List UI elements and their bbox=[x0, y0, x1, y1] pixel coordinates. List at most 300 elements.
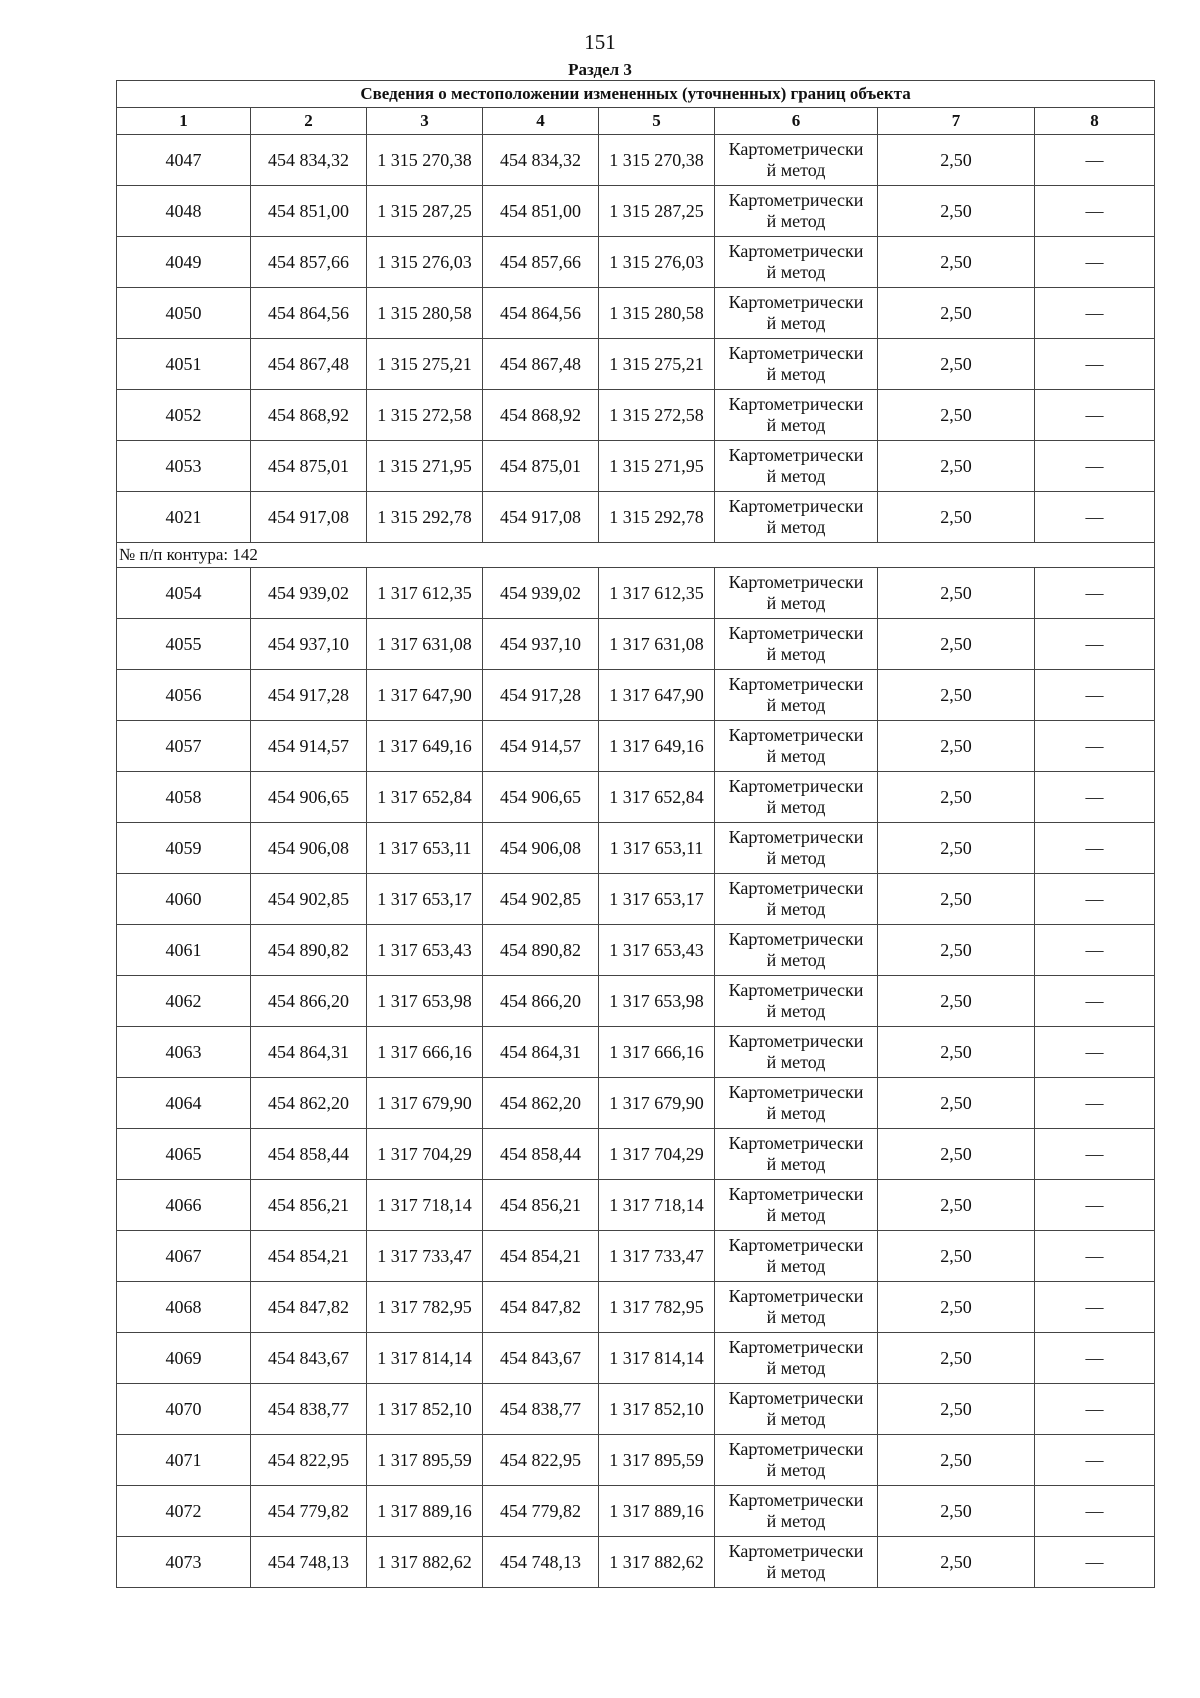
method-line: й метод bbox=[766, 1103, 826, 1123]
x-old-cell: 454 847,82 bbox=[251, 1282, 367, 1333]
accuracy-cell: 2,50 bbox=[878, 1180, 1035, 1231]
dash-cell: — bbox=[1035, 925, 1155, 976]
point-number-cell: 4061 bbox=[117, 925, 251, 976]
table-row bbox=[117, 1435, 1155, 1486]
dash-cell: — bbox=[1035, 1486, 1155, 1537]
dash-cell: — bbox=[1035, 874, 1155, 925]
accuracy-cell: 2,50 bbox=[878, 1435, 1035, 1486]
point-number-cell: 4063 bbox=[117, 1027, 251, 1078]
method-line: Картометрически bbox=[728, 1082, 864, 1102]
x-new-cell: 454 862,20 bbox=[483, 1078, 599, 1129]
dash-cell: — bbox=[1035, 1333, 1155, 1384]
dash-cell: — bbox=[1035, 619, 1155, 670]
y-new-cell: 1 317 653,43 bbox=[599, 925, 715, 976]
x-old-cell: 454 748,13 bbox=[251, 1537, 367, 1588]
x-old-cell: 454 838,77 bbox=[251, 1384, 367, 1435]
dash-cell: — bbox=[1035, 772, 1155, 823]
dash-cell: — bbox=[1035, 1231, 1155, 1282]
table-row bbox=[117, 874, 1155, 925]
x-old-cell: 454 867,48 bbox=[251, 339, 367, 390]
x-old-cell: 454 858,44 bbox=[251, 1129, 367, 1180]
dash-cell: — bbox=[1035, 1384, 1155, 1435]
table-row bbox=[117, 670, 1155, 721]
y-old-cell: 1 317 653,11 bbox=[367, 823, 483, 874]
method-line: й метод bbox=[766, 160, 826, 180]
table-title: Сведения о местоположении измененных (уточненных) границ объекта bbox=[117, 81, 1155, 108]
method-line: Картометрически bbox=[728, 445, 864, 465]
y-new-cell: 1 315 276,03 bbox=[599, 237, 715, 288]
accuracy-cell: 2,50 bbox=[878, 186, 1035, 237]
y-old-cell: 1 317 653,43 bbox=[367, 925, 483, 976]
method-cell bbox=[715, 1078, 878, 1129]
x-new-cell: 454 902,85 bbox=[483, 874, 599, 925]
method-cell bbox=[715, 721, 878, 772]
table-row bbox=[117, 1027, 1155, 1078]
method-line: Картометрически bbox=[728, 394, 864, 414]
table-row bbox=[117, 1231, 1155, 1282]
dash-cell: — bbox=[1035, 976, 1155, 1027]
table-row bbox=[117, 135, 1155, 186]
point-number-cell: 4056 bbox=[117, 670, 251, 721]
y-old-cell: 1 315 271,95 bbox=[367, 441, 483, 492]
x-old-cell: 454 917,08 bbox=[251, 492, 367, 543]
y-new-cell: 1 315 272,58 bbox=[599, 390, 715, 441]
x-old-cell: 454 856,21 bbox=[251, 1180, 367, 1231]
x-new-cell: 454 890,82 bbox=[483, 925, 599, 976]
y-new-cell: 1 317 652,84 bbox=[599, 772, 715, 823]
method-cell bbox=[715, 1282, 878, 1333]
accuracy-cell: 2,50 bbox=[878, 135, 1035, 186]
method-line: й метод bbox=[766, 746, 826, 766]
x-new-cell: 454 867,48 bbox=[483, 339, 599, 390]
method-cell bbox=[715, 1435, 878, 1486]
point-number-cell: 4065 bbox=[117, 1129, 251, 1180]
method-cell bbox=[715, 288, 878, 339]
y-old-cell: 1 317 612,35 bbox=[367, 568, 483, 619]
y-new-cell: 1 317 895,59 bbox=[599, 1435, 715, 1486]
accuracy-cell: 2,50 bbox=[878, 619, 1035, 670]
method-line: Картометрически bbox=[728, 725, 864, 745]
method-line: Картометрически bbox=[728, 1388, 864, 1408]
table-row bbox=[117, 772, 1155, 823]
table-row bbox=[117, 186, 1155, 237]
point-number-cell: 4057 bbox=[117, 721, 251, 772]
method-line: Картометрически bbox=[728, 292, 864, 312]
x-new-cell: 454 864,31 bbox=[483, 1027, 599, 1078]
y-new-cell: 1 317 649,16 bbox=[599, 721, 715, 772]
method-cell bbox=[715, 339, 878, 390]
method-line: Картометрически bbox=[728, 139, 864, 159]
point-number-cell: 4069 bbox=[117, 1333, 251, 1384]
method-cell bbox=[715, 670, 878, 721]
y-old-cell: 1 317 852,10 bbox=[367, 1384, 483, 1435]
point-number-cell: 4021 bbox=[117, 492, 251, 543]
dash-cell: — bbox=[1035, 288, 1155, 339]
accuracy-cell: 2,50 bbox=[878, 237, 1035, 288]
table-row bbox=[117, 721, 1155, 772]
x-old-cell: 454 939,02 bbox=[251, 568, 367, 619]
dash-cell: — bbox=[1035, 568, 1155, 619]
method-line: й метод bbox=[766, 313, 826, 333]
y-old-cell: 1 315 275,21 bbox=[367, 339, 483, 390]
method-cell bbox=[715, 976, 878, 1027]
y-old-cell: 1 315 280,58 bbox=[367, 288, 483, 339]
column-number-row bbox=[117, 108, 1155, 135]
column-number: 1 bbox=[117, 108, 251, 135]
method-line: й метод bbox=[766, 1409, 826, 1429]
method-line: й метод bbox=[766, 1307, 826, 1327]
dash-cell: — bbox=[1035, 186, 1155, 237]
method-line: Картометрически bbox=[728, 878, 864, 898]
point-number-cell: 4068 bbox=[117, 1282, 251, 1333]
method-line: й метод bbox=[766, 950, 826, 970]
table-title-row bbox=[117, 81, 1155, 108]
method-line: й метод bbox=[766, 466, 826, 486]
x-new-cell: 454 906,08 bbox=[483, 823, 599, 874]
table-row bbox=[117, 1486, 1155, 1537]
x-new-cell: 454 917,28 bbox=[483, 670, 599, 721]
x-new-cell: 454 851,00 bbox=[483, 186, 599, 237]
method-line: Картометрически bbox=[728, 1235, 864, 1255]
y-new-cell: 1 315 271,95 bbox=[599, 441, 715, 492]
method-cell bbox=[715, 1027, 878, 1078]
method-cell bbox=[715, 237, 878, 288]
accuracy-cell: 2,50 bbox=[878, 925, 1035, 976]
accuracy-cell: 2,50 bbox=[878, 772, 1035, 823]
dash-cell: — bbox=[1035, 1282, 1155, 1333]
accuracy-cell: 2,50 bbox=[878, 874, 1035, 925]
method-line: й метод bbox=[766, 1460, 826, 1480]
accuracy-cell: 2,50 bbox=[878, 1231, 1035, 1282]
coordinates-table bbox=[116, 80, 1155, 1588]
accuracy-cell: 2,50 bbox=[878, 441, 1035, 492]
x-new-cell: 454 866,20 bbox=[483, 976, 599, 1027]
table-row bbox=[117, 568, 1155, 619]
accuracy-cell: 2,50 bbox=[878, 1486, 1035, 1537]
method-line: й метод bbox=[766, 899, 826, 919]
point-number-cell: 4047 bbox=[117, 135, 251, 186]
accuracy-cell: 2,50 bbox=[878, 823, 1035, 874]
table-row bbox=[117, 1129, 1155, 1180]
y-new-cell: 1 317 882,62 bbox=[599, 1537, 715, 1588]
point-number-cell: 4060 bbox=[117, 874, 251, 925]
x-new-cell: 454 937,10 bbox=[483, 619, 599, 670]
column-number: 3 bbox=[367, 108, 483, 135]
point-number-cell: 4062 bbox=[117, 976, 251, 1027]
point-number-cell: 4048 bbox=[117, 186, 251, 237]
point-number-cell: 4054 bbox=[117, 568, 251, 619]
method-cell bbox=[715, 823, 878, 874]
point-number-cell: 4052 bbox=[117, 390, 251, 441]
method-line: Картометрически bbox=[728, 190, 864, 210]
x-new-cell: 454 843,67 bbox=[483, 1333, 599, 1384]
method-line: й метод bbox=[766, 262, 826, 282]
method-line: Картометрически bbox=[728, 1286, 864, 1306]
method-line: Картометрически bbox=[728, 674, 864, 694]
page-number: 151 bbox=[584, 30, 616, 54]
dash-cell: — bbox=[1035, 1027, 1155, 1078]
table-row bbox=[117, 619, 1155, 670]
table-row bbox=[117, 1282, 1155, 1333]
accuracy-cell: 2,50 bbox=[878, 670, 1035, 721]
dash-cell: — bbox=[1035, 1129, 1155, 1180]
point-number-cell: 4073 bbox=[117, 1537, 251, 1588]
y-new-cell: 1 317 631,08 bbox=[599, 619, 715, 670]
y-new-cell: 1 315 275,21 bbox=[599, 339, 715, 390]
method-line: Картометрически bbox=[728, 1337, 864, 1357]
x-new-cell: 454 914,57 bbox=[483, 721, 599, 772]
accuracy-cell: 2,50 bbox=[878, 492, 1035, 543]
x-new-cell: 454 748,13 bbox=[483, 1537, 599, 1588]
dash-cell: — bbox=[1035, 441, 1155, 492]
table-row bbox=[117, 925, 1155, 976]
table-row bbox=[117, 1537, 1155, 1588]
x-new-cell: 454 868,92 bbox=[483, 390, 599, 441]
method-line: й метод bbox=[766, 1562, 826, 1582]
table-row bbox=[117, 339, 1155, 390]
column-number: 2 bbox=[251, 108, 367, 135]
table-row bbox=[117, 1333, 1155, 1384]
point-number-cell: 4070 bbox=[117, 1384, 251, 1435]
method-line: Картометрически bbox=[728, 1439, 864, 1459]
table-row bbox=[117, 492, 1155, 543]
dash-cell: — bbox=[1035, 390, 1155, 441]
table-row bbox=[117, 823, 1155, 874]
method-line: й метод bbox=[766, 1358, 826, 1378]
x-new-cell: 454 864,56 bbox=[483, 288, 599, 339]
accuracy-cell: 2,50 bbox=[878, 1537, 1035, 1588]
method-cell bbox=[715, 135, 878, 186]
y-old-cell: 1 317 653,98 bbox=[367, 976, 483, 1027]
method-cell bbox=[715, 492, 878, 543]
y-new-cell: 1 315 292,78 bbox=[599, 492, 715, 543]
point-number-cell: 4072 bbox=[117, 1486, 251, 1537]
x-old-cell: 454 857,66 bbox=[251, 237, 367, 288]
method-line: Картометрически bbox=[728, 1133, 864, 1153]
y-new-cell: 1 317 782,95 bbox=[599, 1282, 715, 1333]
method-cell bbox=[715, 874, 878, 925]
dash-cell: — bbox=[1035, 492, 1155, 543]
point-number-cell: 4055 bbox=[117, 619, 251, 670]
y-old-cell: 1 317 882,62 bbox=[367, 1537, 483, 1588]
method-cell bbox=[715, 1486, 878, 1537]
accuracy-cell: 2,50 bbox=[878, 1384, 1035, 1435]
x-old-cell: 454 937,10 bbox=[251, 619, 367, 670]
method-line: й метод bbox=[766, 211, 826, 231]
method-line: Картометрически bbox=[728, 776, 864, 796]
y-new-cell: 1 317 612,35 bbox=[599, 568, 715, 619]
accuracy-cell: 2,50 bbox=[878, 1333, 1035, 1384]
y-old-cell: 1 317 649,16 bbox=[367, 721, 483, 772]
y-new-cell: 1 317 704,29 bbox=[599, 1129, 715, 1180]
x-old-cell: 454 779,82 bbox=[251, 1486, 367, 1537]
x-new-cell: 454 822,95 bbox=[483, 1435, 599, 1486]
point-number-cell: 4066 bbox=[117, 1180, 251, 1231]
x-new-cell: 454 856,21 bbox=[483, 1180, 599, 1231]
method-cell bbox=[715, 1384, 878, 1435]
y-old-cell: 1 317 653,17 bbox=[367, 874, 483, 925]
method-cell bbox=[715, 1537, 878, 1588]
method-cell bbox=[715, 441, 878, 492]
y-new-cell: 1 315 270,38 bbox=[599, 135, 715, 186]
method-line: й метод bbox=[766, 364, 826, 384]
method-cell bbox=[715, 619, 878, 670]
dash-cell: — bbox=[1035, 1435, 1155, 1486]
x-new-cell: 454 779,82 bbox=[483, 1486, 599, 1537]
y-new-cell: 1 317 852,10 bbox=[599, 1384, 715, 1435]
point-number-cell: 4058 bbox=[117, 772, 251, 823]
method-line: й метод bbox=[766, 1256, 826, 1276]
method-line: й метод bbox=[766, 1511, 826, 1531]
method-line: й метод bbox=[766, 1154, 826, 1174]
x-new-cell: 454 857,66 bbox=[483, 237, 599, 288]
accuracy-cell: 2,50 bbox=[878, 1027, 1035, 1078]
x-new-cell: 454 939,02 bbox=[483, 568, 599, 619]
table-row bbox=[117, 1180, 1155, 1231]
point-number-cell: 4064 bbox=[117, 1078, 251, 1129]
dash-cell: — bbox=[1035, 237, 1155, 288]
x-new-cell: 454 847,82 bbox=[483, 1282, 599, 1333]
y-old-cell: 1 317 814,14 bbox=[367, 1333, 483, 1384]
dash-cell: — bbox=[1035, 339, 1155, 390]
x-new-cell: 454 838,77 bbox=[483, 1384, 599, 1435]
method-line: Картометрически bbox=[728, 929, 864, 949]
method-line: Картометрически bbox=[728, 1031, 864, 1051]
accuracy-cell: 2,50 bbox=[878, 1078, 1035, 1129]
method-line: й метод bbox=[766, 1205, 826, 1225]
method-line: Картометрически bbox=[728, 623, 864, 643]
y-new-cell: 1 317 679,90 bbox=[599, 1078, 715, 1129]
x-old-cell: 454 890,82 bbox=[251, 925, 367, 976]
x-old-cell: 454 902,85 bbox=[251, 874, 367, 925]
column-number: 7 bbox=[878, 108, 1035, 135]
accuracy-cell: 2,50 bbox=[878, 288, 1035, 339]
x-old-cell: 454 834,32 bbox=[251, 135, 367, 186]
method-line: й метод bbox=[766, 1001, 826, 1021]
method-line: Картометрически bbox=[728, 1490, 864, 1510]
dash-cell: — bbox=[1035, 135, 1155, 186]
method-line: Картометрически bbox=[728, 827, 864, 847]
method-line: й метод bbox=[766, 695, 826, 715]
accuracy-cell: 2,50 bbox=[878, 976, 1035, 1027]
table-row bbox=[117, 441, 1155, 492]
contour-header-row bbox=[117, 543, 1155, 568]
point-number-cell: 4071 bbox=[117, 1435, 251, 1486]
x-old-cell: 454 875,01 bbox=[251, 441, 367, 492]
y-new-cell: 1 317 653,11 bbox=[599, 823, 715, 874]
method-cell bbox=[715, 1129, 878, 1180]
table-row bbox=[117, 1384, 1155, 1435]
x-old-cell: 454 822,95 bbox=[251, 1435, 367, 1486]
y-new-cell: 1 317 653,98 bbox=[599, 976, 715, 1027]
method-line: й метод bbox=[766, 593, 826, 613]
method-cell bbox=[715, 1333, 878, 1384]
accuracy-cell: 2,50 bbox=[878, 721, 1035, 772]
table-row bbox=[117, 976, 1155, 1027]
method-line: й метод bbox=[766, 644, 826, 664]
y-old-cell: 1 317 733,47 bbox=[367, 1231, 483, 1282]
column-number: 6 bbox=[715, 108, 878, 135]
method-line: й метод bbox=[766, 415, 826, 435]
x-old-cell: 454 866,20 bbox=[251, 976, 367, 1027]
x-old-cell: 454 843,67 bbox=[251, 1333, 367, 1384]
dash-cell: — bbox=[1035, 670, 1155, 721]
dash-cell: — bbox=[1035, 823, 1155, 874]
dash-cell: — bbox=[1035, 1180, 1155, 1231]
y-new-cell: 1 317 814,14 bbox=[599, 1333, 715, 1384]
method-cell bbox=[715, 1231, 878, 1282]
method-line: й метод bbox=[766, 797, 826, 817]
dash-cell: — bbox=[1035, 721, 1155, 772]
method-line: й метод bbox=[766, 848, 826, 868]
method-line: Картометрически bbox=[728, 343, 864, 363]
x-new-cell: 454 854,21 bbox=[483, 1231, 599, 1282]
y-old-cell: 1 315 270,38 bbox=[367, 135, 483, 186]
method-line: Картометрически bbox=[728, 1541, 864, 1561]
section-title: Раздел 3 bbox=[568, 60, 632, 79]
y-new-cell: 1 315 280,58 bbox=[599, 288, 715, 339]
method-cell bbox=[715, 1180, 878, 1231]
accuracy-cell: 2,50 bbox=[878, 339, 1035, 390]
method-line: Картометрически bbox=[728, 241, 864, 261]
accuracy-cell: 2,50 bbox=[878, 390, 1035, 441]
column-number: 5 bbox=[599, 108, 715, 135]
y-old-cell: 1 317 647,90 bbox=[367, 670, 483, 721]
point-number-cell: 4050 bbox=[117, 288, 251, 339]
table-row bbox=[117, 288, 1155, 339]
x-old-cell: 454 917,28 bbox=[251, 670, 367, 721]
y-old-cell: 1 317 718,14 bbox=[367, 1180, 483, 1231]
point-number-cell: 4049 bbox=[117, 237, 251, 288]
y-new-cell: 1 317 718,14 bbox=[599, 1180, 715, 1231]
y-new-cell: 1 317 733,47 bbox=[599, 1231, 715, 1282]
x-old-cell: 454 864,31 bbox=[251, 1027, 367, 1078]
column-number: 4 bbox=[483, 108, 599, 135]
y-new-cell: 1 317 889,16 bbox=[599, 1486, 715, 1537]
x-old-cell: 454 906,65 bbox=[251, 772, 367, 823]
accuracy-cell: 2,50 bbox=[878, 1282, 1035, 1333]
y-old-cell: 1 317 666,16 bbox=[367, 1027, 483, 1078]
point-number-cell: 4059 bbox=[117, 823, 251, 874]
table-row bbox=[117, 237, 1155, 288]
table-row bbox=[117, 1078, 1155, 1129]
x-old-cell: 454 868,92 bbox=[251, 390, 367, 441]
y-old-cell: 1 315 287,25 bbox=[367, 186, 483, 237]
method-cell bbox=[715, 390, 878, 441]
y-new-cell: 1 317 647,90 bbox=[599, 670, 715, 721]
method-cell bbox=[715, 568, 878, 619]
accuracy-cell: 2,50 bbox=[878, 568, 1035, 619]
y-old-cell: 1 317 631,08 bbox=[367, 619, 483, 670]
method-line: Картометрически bbox=[728, 496, 864, 516]
y-old-cell: 1 315 272,58 bbox=[367, 390, 483, 441]
y-old-cell: 1 317 652,84 bbox=[367, 772, 483, 823]
y-old-cell: 1 317 889,16 bbox=[367, 1486, 483, 1537]
method-cell bbox=[715, 925, 878, 976]
x-old-cell: 454 851,00 bbox=[251, 186, 367, 237]
x-new-cell: 454 834,32 bbox=[483, 135, 599, 186]
y-old-cell: 1 315 292,78 bbox=[367, 492, 483, 543]
y-new-cell: 1 315 287,25 bbox=[599, 186, 715, 237]
y-new-cell: 1 317 653,17 bbox=[599, 874, 715, 925]
x-new-cell: 454 917,08 bbox=[483, 492, 599, 543]
y-old-cell: 1 317 782,95 bbox=[367, 1282, 483, 1333]
x-new-cell: 454 906,65 bbox=[483, 772, 599, 823]
x-old-cell: 454 854,21 bbox=[251, 1231, 367, 1282]
contour-label: № п/п контура: 142 bbox=[117, 543, 1155, 568]
y-old-cell: 1 317 679,90 bbox=[367, 1078, 483, 1129]
x-old-cell: 454 864,56 bbox=[251, 288, 367, 339]
